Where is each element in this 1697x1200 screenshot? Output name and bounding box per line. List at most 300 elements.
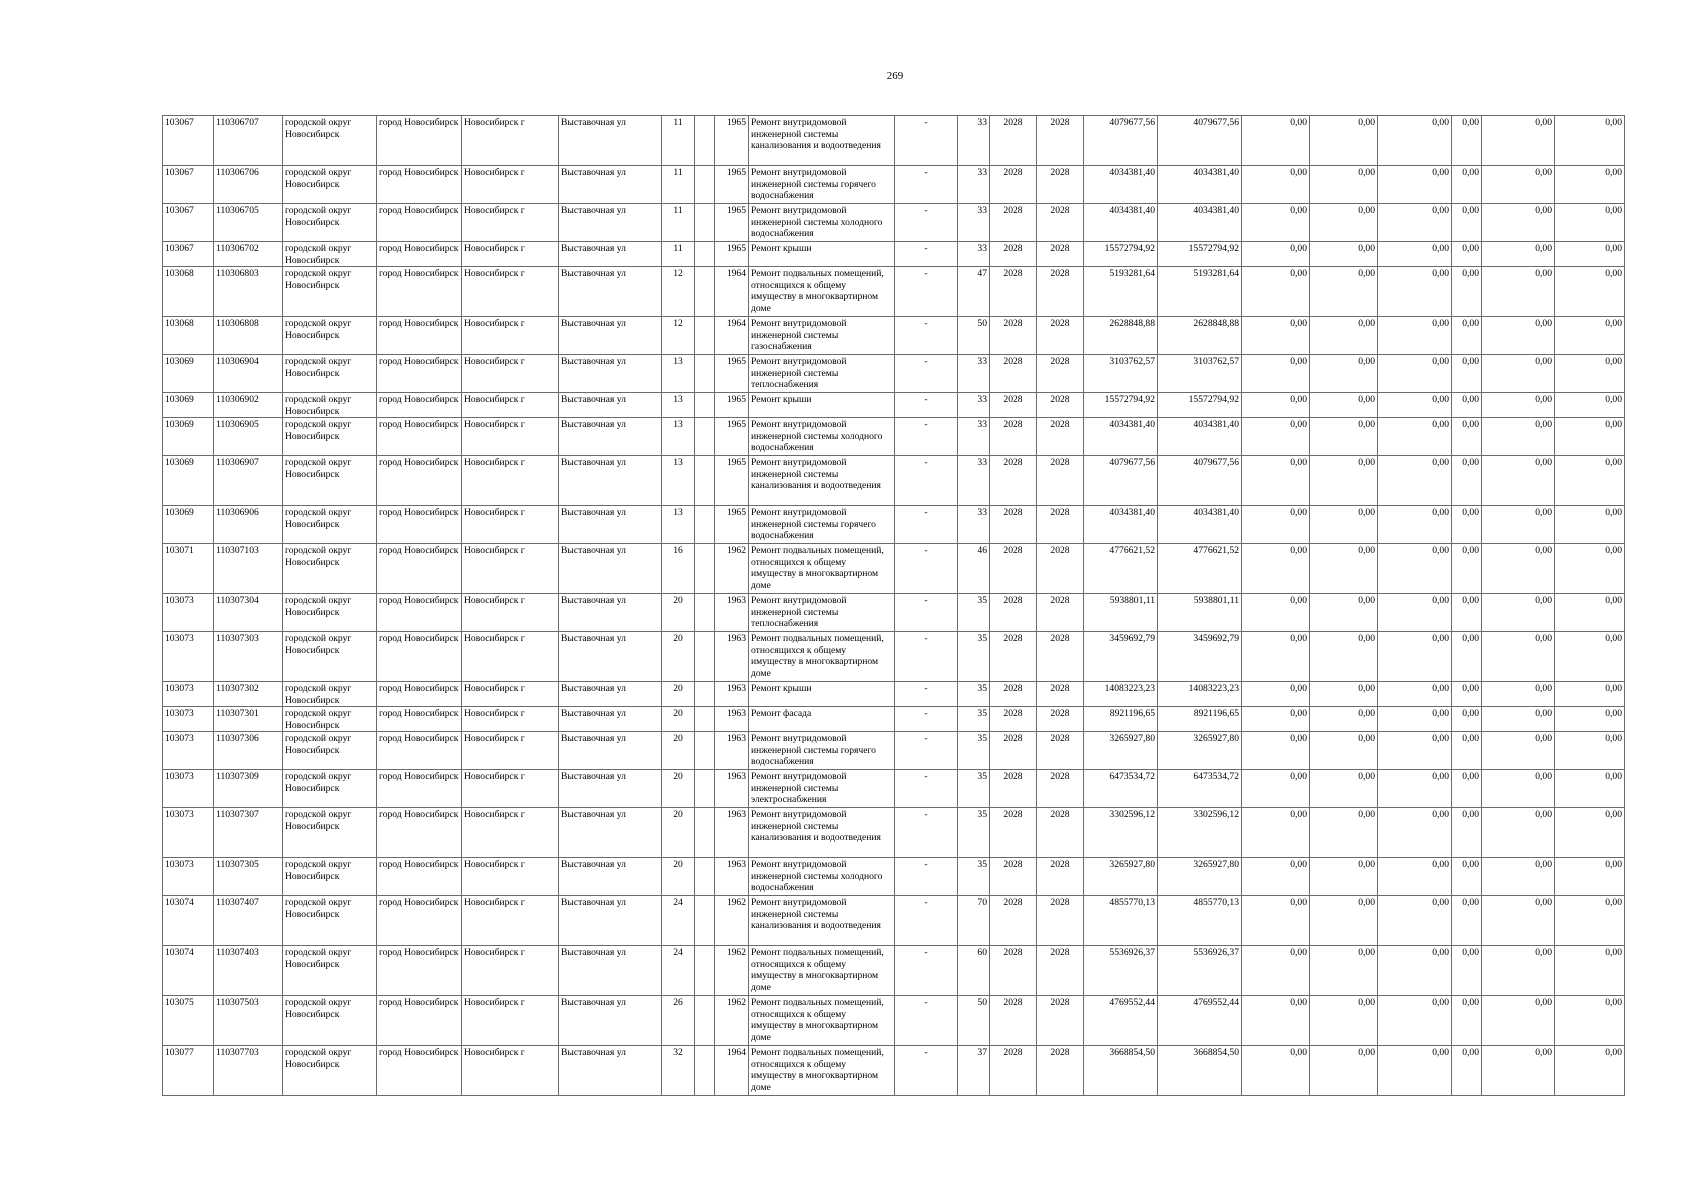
table-cell-col-16: 5536926,37 [1158,946,1242,996]
table-cell-col-4: город Новосибирск [377,456,462,506]
table-cell-col-8 [695,946,715,996]
table-cell-col-21: 0,00 [1482,594,1555,632]
table-cell-col-18: 0,00 [1310,456,1378,506]
table-cell-col-22: 0,00 [1555,732,1625,770]
table-cell-col-20: 0,00 [1452,267,1482,317]
table-cell-col-6: Выставочная ул [559,456,662,506]
table-row [163,267,1625,317]
table-cell-col-5: Новосибирск г [462,770,559,808]
table-cell-col-9: 1965 [715,456,749,506]
table-cell-col-17: 0,00 [1242,267,1310,317]
table-cell-col-2: 110306702 [214,242,283,267]
table-cell-col-18: 0,00 [1310,267,1378,317]
table-row [163,632,1625,682]
table-cell-col-7: 20 [662,682,695,707]
table-cell-col-22: 0,00 [1555,594,1625,632]
table-cell-col-17: 0,00 [1242,732,1310,770]
table-cell-col-19: 0,00 [1378,393,1452,418]
table-cell-col-4: город Новосибирск [377,732,462,770]
table-cell-col-11: - [895,594,958,632]
table-cell-col-5: Новосибирск г [462,267,559,317]
table-cell-col-1: 103069 [163,506,214,544]
table-cell-col-10: Ремонт внутридомовой инженерной системы канализования и водоотведения [749,896,895,946]
table-cell-col-15: 8921196,65 [1084,707,1158,732]
table-cell-col-15: 4769552,44 [1084,996,1158,1046]
table-cell-col-21: 0,00 [1482,506,1555,544]
table-cell-col-8 [695,317,715,355]
table-cell-col-6: Выставочная ул [559,355,662,393]
table-cell-col-3: городской округ Новосибирск [283,204,377,242]
table-cell-col-10: Ремонт подвальных помещений, относящихся к общему имуществу в многоквартирном доме [749,267,895,317]
table-cell-col-10: Ремонт внутридомовой инженерной системы газоснабжения [749,317,895,355]
table-cell-col-20: 0,00 [1452,770,1482,808]
table-cell-col-22: 0,00 [1555,946,1625,996]
table-cell-col-3: городской округ Новосибирск [283,946,377,996]
table-cell-col-7: 16 [662,544,695,594]
table-cell-col-5: Новосибирск г [462,242,559,267]
table-cell-col-14: 2028 [1037,544,1084,594]
table-cell-col-1: 103068 [163,317,214,355]
table-cell-col-8 [695,632,715,682]
table-cell-col-20: 0,00 [1452,858,1482,896]
table-cell-col-8 [695,858,715,896]
table-cell-col-22: 0,00 [1555,355,1625,393]
table-cell-col-13: 2028 [990,418,1037,456]
table-cell-col-13: 2028 [990,946,1037,996]
table-cell-col-18: 0,00 [1310,996,1378,1046]
table-cell-col-3: городской округ Новосибирск [283,996,377,1046]
table-cell-col-19: 0,00 [1378,204,1452,242]
table-cell-col-6: Выставочная ул [559,544,662,594]
table-cell-col-12: 35 [958,632,990,682]
table-cell-col-22: 0,00 [1555,116,1625,166]
table-cell-col-9: 1962 [715,946,749,996]
table-row [163,544,1625,594]
table-cell-col-7: 20 [662,707,695,732]
table-cell-col-7: 11 [662,204,695,242]
table-row [163,946,1625,996]
table-cell-col-13: 2028 [990,770,1037,808]
table-cell-col-7: 24 [662,946,695,996]
table-cell-col-14: 2028 [1037,896,1084,946]
table-cell-col-10: Ремонт внутридомовой инженерной системы теплоснабжения [749,594,895,632]
table-cell-col-18: 0,00 [1310,317,1378,355]
table-cell-col-16: 3103762,57 [1158,355,1242,393]
table-cell-col-22: 0,00 [1555,996,1625,1046]
table-cell-col-5: Новосибирск г [462,896,559,946]
table-cell-col-2: 110306906 [214,506,283,544]
table-cell-col-22: 0,00 [1555,896,1625,946]
table-cell-col-15: 15572794,92 [1084,393,1158,418]
table-cell-col-3: городской округ Новосибирск [283,682,377,707]
table-cell-col-14: 2028 [1037,594,1084,632]
table-cell-col-3: городской округ Новосибирск [283,707,377,732]
table-cell-col-10: Ремонт внутридомовой инженерной системы теплоснабжения [749,355,895,393]
table-cell-col-5: Новосибирск г [462,707,559,732]
table-cell-col-11: - [895,632,958,682]
table-cell-col-11: - [895,682,958,707]
table-cell-col-21: 0,00 [1482,858,1555,896]
table-cell-col-14: 2028 [1037,506,1084,544]
table-cell-col-21: 0,00 [1482,267,1555,317]
table-cell-col-11: - [895,896,958,946]
table-cell-col-4: город Новосибирск [377,267,462,317]
table-row [163,808,1625,858]
table-row [163,393,1625,418]
table-cell-col-17: 0,00 [1242,116,1310,166]
table-cell-col-12: 33 [958,166,990,204]
table-row [163,242,1625,267]
table-cell-col-18: 0,00 [1310,896,1378,946]
table-cell-col-16: 3302596,12 [1158,808,1242,858]
table-cell-col-9: 1963 [715,682,749,707]
table-cell-col-7: 13 [662,418,695,456]
table-cell-col-19: 0,00 [1378,946,1452,996]
table-cell-col-21: 0,00 [1482,996,1555,1046]
table-cell-col-22: 0,00 [1555,1046,1625,1096]
table-cell-col-11: - [895,707,958,732]
table-cell-col-20: 0,00 [1452,242,1482,267]
table-cell-col-13: 2028 [990,393,1037,418]
table-cell-col-22: 0,00 [1555,418,1625,456]
table-cell-col-2: 110306907 [214,456,283,506]
table-cell-col-8 [695,682,715,707]
table-cell-col-22: 0,00 [1555,506,1625,544]
table-row [163,770,1625,808]
table-cell-col-5: Новосибирск г [462,116,559,166]
table-cell-col-22: 0,00 [1555,166,1625,204]
table-cell-col-2: 110307302 [214,682,283,707]
table-cell-col-22: 0,00 [1555,544,1625,594]
table-cell-col-21: 0,00 [1482,166,1555,204]
table-cell-col-9: 1963 [715,732,749,770]
table-cell-col-1: 103069 [163,355,214,393]
table-cell-col-4: город Новосибирск [377,1046,462,1096]
table-cell-col-6: Выставочная ул [559,682,662,707]
table-cell-col-19: 0,00 [1378,1046,1452,1096]
table-cell-col-8 [695,242,715,267]
table-cell-col-10: Ремонт подвальных помещений, относящихся к общему имуществу в многоквартирном доме [749,632,895,682]
table-cell-col-1: 103074 [163,946,214,996]
table-cell-col-8 [695,1046,715,1096]
table-cell-col-18: 0,00 [1310,506,1378,544]
table-cell-col-7: 20 [662,770,695,808]
table-cell-col-10: Ремонт внутридомовой инженерной системы горячего водоснабжения [749,506,895,544]
table-cell-col-2: 110306706 [214,166,283,204]
table-cell-col-2: 110306808 [214,317,283,355]
table-cell-col-15: 4034381,40 [1084,418,1158,456]
table-row [163,456,1625,506]
table-cell-col-2: 110307307 [214,808,283,858]
table-cell-col-10: Ремонт подвальных помещений, относящихся к общему имуществу в многоквартирном доме [749,544,895,594]
table-cell-col-12: 50 [958,996,990,1046]
table-cell-col-1: 103068 [163,267,214,317]
table-cell-col-5: Новосибирск г [462,317,559,355]
table-cell-col-21: 0,00 [1482,632,1555,682]
table-cell-col-19: 0,00 [1378,808,1452,858]
table-cell-col-20: 0,00 [1452,632,1482,682]
table-cell-col-11: - [895,858,958,896]
table-cell-col-2: 110306902 [214,393,283,418]
table-cell-col-1: 103073 [163,707,214,732]
table-cell-col-18: 0,00 [1310,858,1378,896]
table-cell-col-17: 0,00 [1242,808,1310,858]
table-cell-col-7: 20 [662,808,695,858]
table-cell-col-22: 0,00 [1555,204,1625,242]
table-cell-col-3: городской округ Новосибирск [283,808,377,858]
table-cell-col-18: 0,00 [1310,355,1378,393]
table-cell-col-18: 0,00 [1310,594,1378,632]
table-cell-col-13: 2028 [990,317,1037,355]
table-cell-col-11: - [895,770,958,808]
table-cell-col-13: 2028 [990,242,1037,267]
table-cell-col-6: Выставочная ул [559,317,662,355]
table-cell-col-8 [695,996,715,1046]
table-cell-col-16: 2628848,88 [1158,317,1242,355]
table-cell-col-8 [695,418,715,456]
table-cell-col-16: 3668854,50 [1158,1046,1242,1096]
table-cell-col-19: 0,00 [1378,418,1452,456]
table-cell-col-21: 0,00 [1482,544,1555,594]
table-cell-col-22: 0,00 [1555,707,1625,732]
table-cell-col-12: 35 [958,682,990,707]
table-cell-col-14: 2028 [1037,632,1084,682]
table-cell-col-16: 4079677,56 [1158,456,1242,506]
table-row [163,996,1625,1046]
table-cell-col-13: 2028 [990,355,1037,393]
table-cell-col-1: 103067 [163,242,214,267]
table-cell-col-19: 0,00 [1378,996,1452,1046]
table-cell-col-16: 14083223,23 [1158,682,1242,707]
table-cell-col-1: 103067 [163,166,214,204]
table-cell-col-16: 5938801,11 [1158,594,1242,632]
table-cell-col-15: 4034381,40 [1084,204,1158,242]
table-cell-col-9: 1964 [715,267,749,317]
table-cell-col-11: - [895,267,958,317]
table-cell-col-15: 3265927,80 [1084,858,1158,896]
table-cell-col-10: Ремонт подвальных помещений, относящихся к общему имуществу в многоквартирном доме [749,996,895,1046]
table-row [163,506,1625,544]
table-cell-col-18: 0,00 [1310,1046,1378,1096]
table-cell-col-18: 0,00 [1310,242,1378,267]
table-cell-col-13: 2028 [990,682,1037,707]
table-cell-col-9: 1963 [715,632,749,682]
table-cell-col-10: Ремонт крыши [749,393,895,418]
table-cell-col-19: 0,00 [1378,506,1452,544]
table-cell-col-19: 0,00 [1378,116,1452,166]
table-cell-col-2: 110306705 [214,204,283,242]
table-row [163,858,1625,896]
table-cell-col-6: Выставочная ул [559,204,662,242]
table-cell-col-17: 0,00 [1242,317,1310,355]
table-cell-col-21: 0,00 [1482,418,1555,456]
table-cell-col-7: 13 [662,506,695,544]
table-cell-col-9: 1965 [715,506,749,544]
table-cell-col-3: городской округ Новосибирск [283,418,377,456]
table-cell-col-15: 4034381,40 [1084,166,1158,204]
table-cell-col-2: 110307503 [214,996,283,1046]
table-cell-col-19: 0,00 [1378,707,1452,732]
table-cell-col-21: 0,00 [1482,707,1555,732]
table-cell-col-1: 103073 [163,732,214,770]
table-cell-col-6: Выставочная ул [559,116,662,166]
table-cell-col-17: 0,00 [1242,594,1310,632]
table-cell-col-20: 0,00 [1452,946,1482,996]
table-cell-col-3: городской округ Новосибирск [283,858,377,896]
table-cell-col-10: Ремонт внутридомовой инженерной системы канализования и водоотведения [749,456,895,506]
table-cell-col-6: Выставочная ул [559,996,662,1046]
table-cell-col-20: 0,00 [1452,393,1482,418]
table-cell-col-14: 2028 [1037,166,1084,204]
table-cell-col-2: 110307301 [214,707,283,732]
table-cell-col-9: 1965 [715,116,749,166]
table-cell-col-11: - [895,116,958,166]
table-cell-col-20: 0,00 [1452,808,1482,858]
table-cell-col-13: 2028 [990,456,1037,506]
table-cell-col-14: 2028 [1037,808,1084,858]
table-cell-col-13: 2028 [990,204,1037,242]
table-cell-col-15: 15572794,92 [1084,242,1158,267]
table-cell-col-12: 35 [958,594,990,632]
table-cell-col-9: 1963 [715,808,749,858]
table-cell-col-8 [695,808,715,858]
table-cell-col-17: 0,00 [1242,946,1310,996]
table-cell-col-13: 2028 [990,707,1037,732]
table-cell-col-16: 4769552,44 [1158,996,1242,1046]
table-cell-col-1: 103074 [163,896,214,946]
table-cell-col-17: 0,00 [1242,456,1310,506]
table-cell-col-15: 4034381,40 [1084,506,1158,544]
table-cell-col-15: 4079677,56 [1084,116,1158,166]
table-cell-col-5: Новосибирск г [462,632,559,682]
table-cell-col-16: 4034381,40 [1158,166,1242,204]
table-cell-col-17: 0,00 [1242,770,1310,808]
table-cell-col-11: - [895,456,958,506]
table-cell-col-20: 0,00 [1452,166,1482,204]
table-cell-col-15: 5938801,11 [1084,594,1158,632]
table-cell-col-9: 1962 [715,896,749,946]
table-cell-col-9: 1963 [715,858,749,896]
table-cell-col-7: 20 [662,858,695,896]
table-cell-col-20: 0,00 [1452,116,1482,166]
table-cell-col-11: - [895,355,958,393]
table-cell-col-1: 103075 [163,996,214,1046]
table-cell-col-14: 2028 [1037,732,1084,770]
table-row [163,682,1625,707]
table-cell-col-12: 33 [958,204,990,242]
table-cell-col-13: 2028 [990,116,1037,166]
table-cell-col-8 [695,204,715,242]
table-cell-col-3: городской округ Новосибирск [283,594,377,632]
table-cell-col-3: городской округ Новосибирск [283,632,377,682]
table-cell-col-21: 0,00 [1482,946,1555,996]
table-cell-col-11: - [895,506,958,544]
table-row [163,896,1625,946]
table-cell-col-21: 0,00 [1482,204,1555,242]
table-cell-col-13: 2028 [990,267,1037,317]
table-cell-col-10: Ремонт внутридомовой инженерной системы холодного водоснабжения [749,204,895,242]
table-cell-col-2: 110307309 [214,770,283,808]
table-cell-col-11: - [895,1046,958,1096]
table-cell-col-14: 2028 [1037,355,1084,393]
table-cell-col-14: 2028 [1037,456,1084,506]
table-cell-col-1: 103073 [163,858,214,896]
table-cell-col-6: Выставочная ул [559,267,662,317]
table-cell-col-2: 110306904 [214,355,283,393]
table-cell-col-8 [695,267,715,317]
table-cell-col-2: 110307303 [214,632,283,682]
table-cell-col-4: город Новосибирск [377,166,462,204]
table-cell-col-13: 2028 [990,166,1037,204]
table-cell-col-14: 2028 [1037,682,1084,707]
table-cell-col-12: 35 [958,808,990,858]
table-cell-col-12: 33 [958,418,990,456]
table-cell-col-18: 0,00 [1310,707,1378,732]
table-cell-col-10: Ремонт внутридомовой инженерной системы канализования и водоотведения [749,808,895,858]
table-cell-col-12: 35 [958,707,990,732]
table-cell-col-5: Новосибирск г [462,393,559,418]
table-cell-col-9: 1963 [715,594,749,632]
table-cell-col-8 [695,116,715,166]
table-cell-col-11: - [895,996,958,1046]
table-cell-col-18: 0,00 [1310,732,1378,770]
table-cell-col-2: 110306707 [214,116,283,166]
table-cell-col-3: городской округ Новосибирск [283,317,377,355]
table-cell-col-5: Новосибирск г [462,544,559,594]
table-cell-col-4: город Новосибирск [377,770,462,808]
table-row [163,355,1625,393]
table-cell-col-14: 2028 [1037,116,1084,166]
table-cell-col-21: 0,00 [1482,355,1555,393]
table-cell-col-20: 0,00 [1452,355,1482,393]
table-cell-col-7: 13 [662,393,695,418]
table-cell-col-21: 0,00 [1482,808,1555,858]
table-cell-col-10: Ремонт фасада [749,707,895,732]
table-cell-col-16: 15572794,92 [1158,242,1242,267]
page-number: 269 [886,70,904,82]
table-cell-col-3: городской округ Новосибирск [283,116,377,166]
table-cell-col-13: 2028 [990,632,1037,682]
table-cell-col-6: Выставочная ул [559,166,662,204]
table-row [163,116,1625,166]
table-cell-col-1: 103077 [163,1046,214,1096]
table-cell-col-21: 0,00 [1482,116,1555,166]
table-cell-col-12: 70 [958,896,990,946]
table-cell-col-5: Новосибирск г [462,946,559,996]
table-cell-col-18: 0,00 [1310,166,1378,204]
table-cell-col-6: Выставочная ул [559,732,662,770]
table-cell-col-12: 35 [958,858,990,896]
table-cell-col-21: 0,00 [1482,732,1555,770]
table-cell-col-8 [695,732,715,770]
table-cell-col-18: 0,00 [1310,116,1378,166]
table-cell-col-10: Ремонт внутридомовой инженерной системы электроснабжения [749,770,895,808]
table-cell-col-5: Новосибирск г [462,456,559,506]
table-cell-col-14: 2028 [1037,707,1084,732]
table-cell-col-6: Выставочная ул [559,506,662,544]
table-cell-col-13: 2028 [990,858,1037,896]
table-cell-col-21: 0,00 [1482,393,1555,418]
table-cell-col-17: 0,00 [1242,682,1310,707]
table-cell-col-5: Новосибирск г [462,682,559,707]
table-cell-col-20: 0,00 [1452,732,1482,770]
table-cell-col-7: 24 [662,896,695,946]
table-cell-col-20: 0,00 [1452,896,1482,946]
table-cell-col-13: 2028 [990,808,1037,858]
table-cell-col-14: 2028 [1037,418,1084,456]
table-cell-col-3: городской округ Новосибирск [283,355,377,393]
table-cell-col-4: город Новосибирск [377,632,462,682]
